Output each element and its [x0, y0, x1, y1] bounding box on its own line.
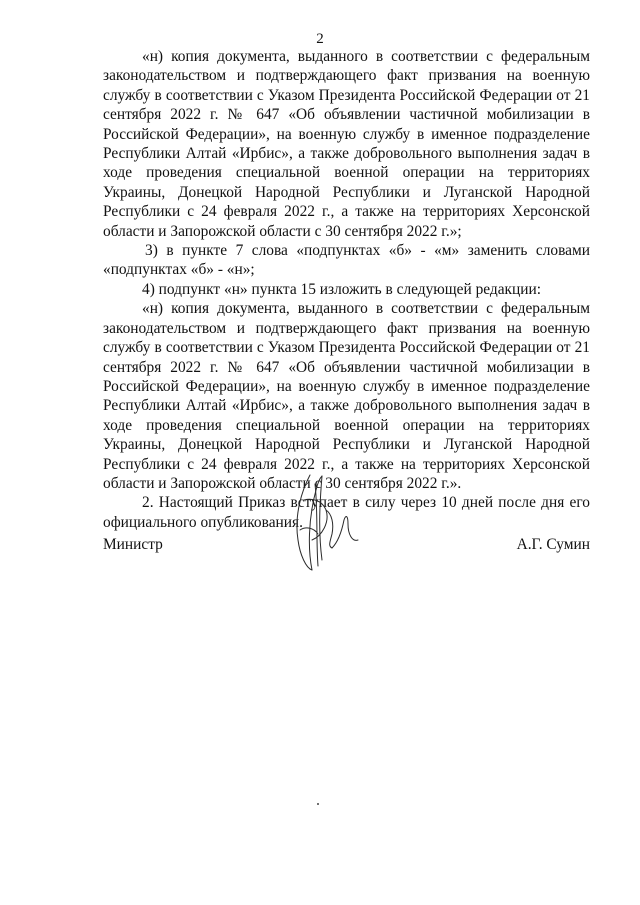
paragraph-effective-date: 2. Настоящий Приказ вступает в силу через 10 дней после дня его официального опубликования.: [103, 494, 590, 531]
signature-row: [103, 535, 590, 555]
page-number: 2: [316, 31, 324, 47]
handwritten-signature: [282, 470, 362, 575]
signer-position: Министр: [103, 536, 163, 553]
paragraph-subitem-n-first: «н) копия документа, выданного в соответствии с федеральным законодательством и подтверждающего факт призвания на военную службу в соответствии с Указом Президента Российской Федерации от 21 сентября 2022 г. № 647 «Об объявлении частичной мобилизации в Российской Федерации», на военную службу в именное подразделение Республики Алтай «Ирбис», а также добровольного выполнения задач в ходе проведения специальной военной операции на территориях Украины, Донецкой Народной Республики и Луганской Народной Республики с 24 февраля 2022 г., а также на территориях Херсонской области и Запорожской области с 30 сентября 2022 г.»;: [103, 48, 590, 240]
document-body: [103, 47, 590, 532]
paragraph-subitem-n-second: «н) копия документа, выданного в соответствии с федеральным законодательством и подтверждающего факт призвания на военную службу в соответствии с Указом Президента Российской Федерации от 21 сентября 2022 г. № 647 «Об объявлении частичной мобилизации в Российской Федерации», на военную службу в именное подразделение Республики Алтай «Ирбис», а также добровольного выполнения задач в ходе проведения специальной военной операции на территориях Украины, Донецкой Народной Республики и Луганской Народной Республики с 24 февраля 2022 г., а также на территориях Херсонской области и Запорожской области с 30 сентября 2022 г.».: [103, 300, 590, 492]
signer-name: А.Г. Сумин: [516, 536, 590, 553]
paragraph-item-3: 3) в пункте 7 слова «подпунктах «б» - «м» заменить словами «подпунктах «б» - «н»;: [103, 242, 590, 279]
paragraph-item-4: 4) подпункт «н» пункта 15 изложить в следующей редакции:: [142, 280, 542, 298]
scan-speck: [317, 803, 319, 805]
